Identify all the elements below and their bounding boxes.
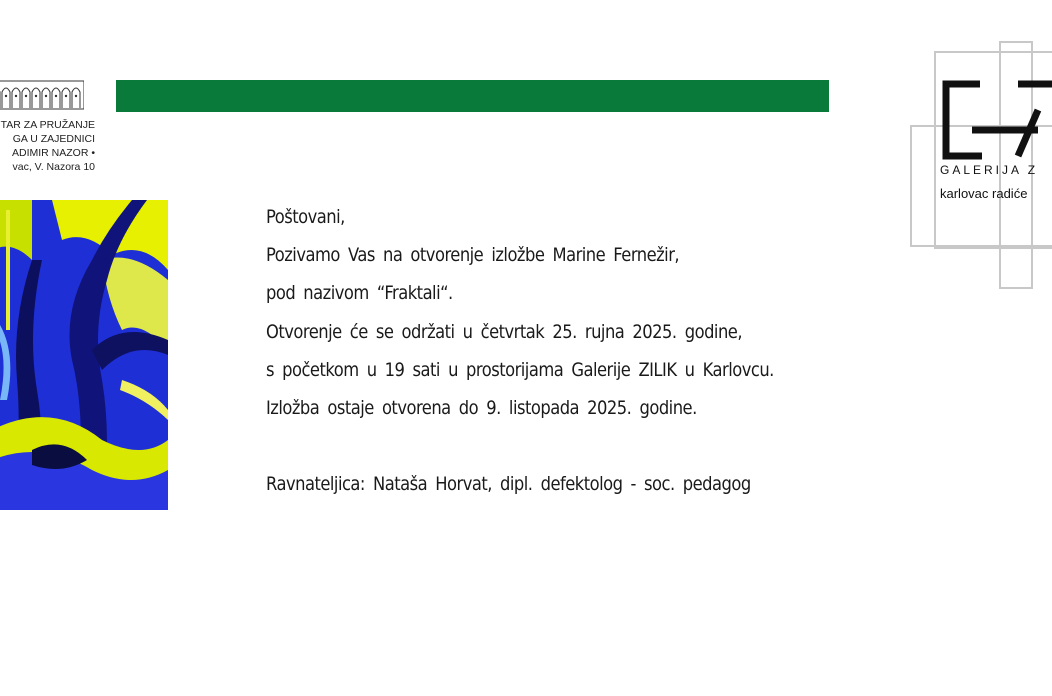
- letter-line: Otvorenje će se održati u četvrtak 25. rujna 2025. godine,: [266, 320, 743, 343]
- gallery-location: karlovac radiće: [940, 186, 1028, 201]
- institution-line: vac, V. Nazora 10: [12, 161, 95, 173]
- institution-logo: [0, 78, 100, 178]
- arches-logo-icon: [0, 80, 84, 110]
- letter-greeting: Poštovani,: [266, 206, 345, 228]
- institution-line: GA U ZAJEDNICI: [12, 133, 95, 145]
- letter-line: s početkom u 19 sati u prostorijama Galerije ZILIK u Karlovcu.: [266, 358, 774, 381]
- institution-line: ADIMIR NAZOR •: [11, 147, 95, 159]
- letter-line: Pozivamo Vas na otvorenje izložbe Marine Fernežir,: [266, 244, 680, 267]
- green-accent-bar: [116, 80, 829, 112]
- invitation-letter: [266, 198, 799, 504]
- institution-line: TAR ZA PRUŽANJE: [0, 119, 95, 131]
- letter-line: pod nazivom “Fraktali“.: [266, 282, 453, 305]
- institution-name: [1, 118, 95, 174]
- letter-signature: Ravnateljica: Nataša Horvat, dipl. defektolog - soc. pedagog: [266, 473, 751, 496]
- fractal-painting-image: [0, 200, 168, 510]
- gallery-name: GALERIJA Z: [940, 163, 1039, 177]
- letter-spacer: [266, 427, 799, 465]
- letter-line: Izložba ostaje otvorena do 9. listopada 2025. godine.: [266, 397, 697, 420]
